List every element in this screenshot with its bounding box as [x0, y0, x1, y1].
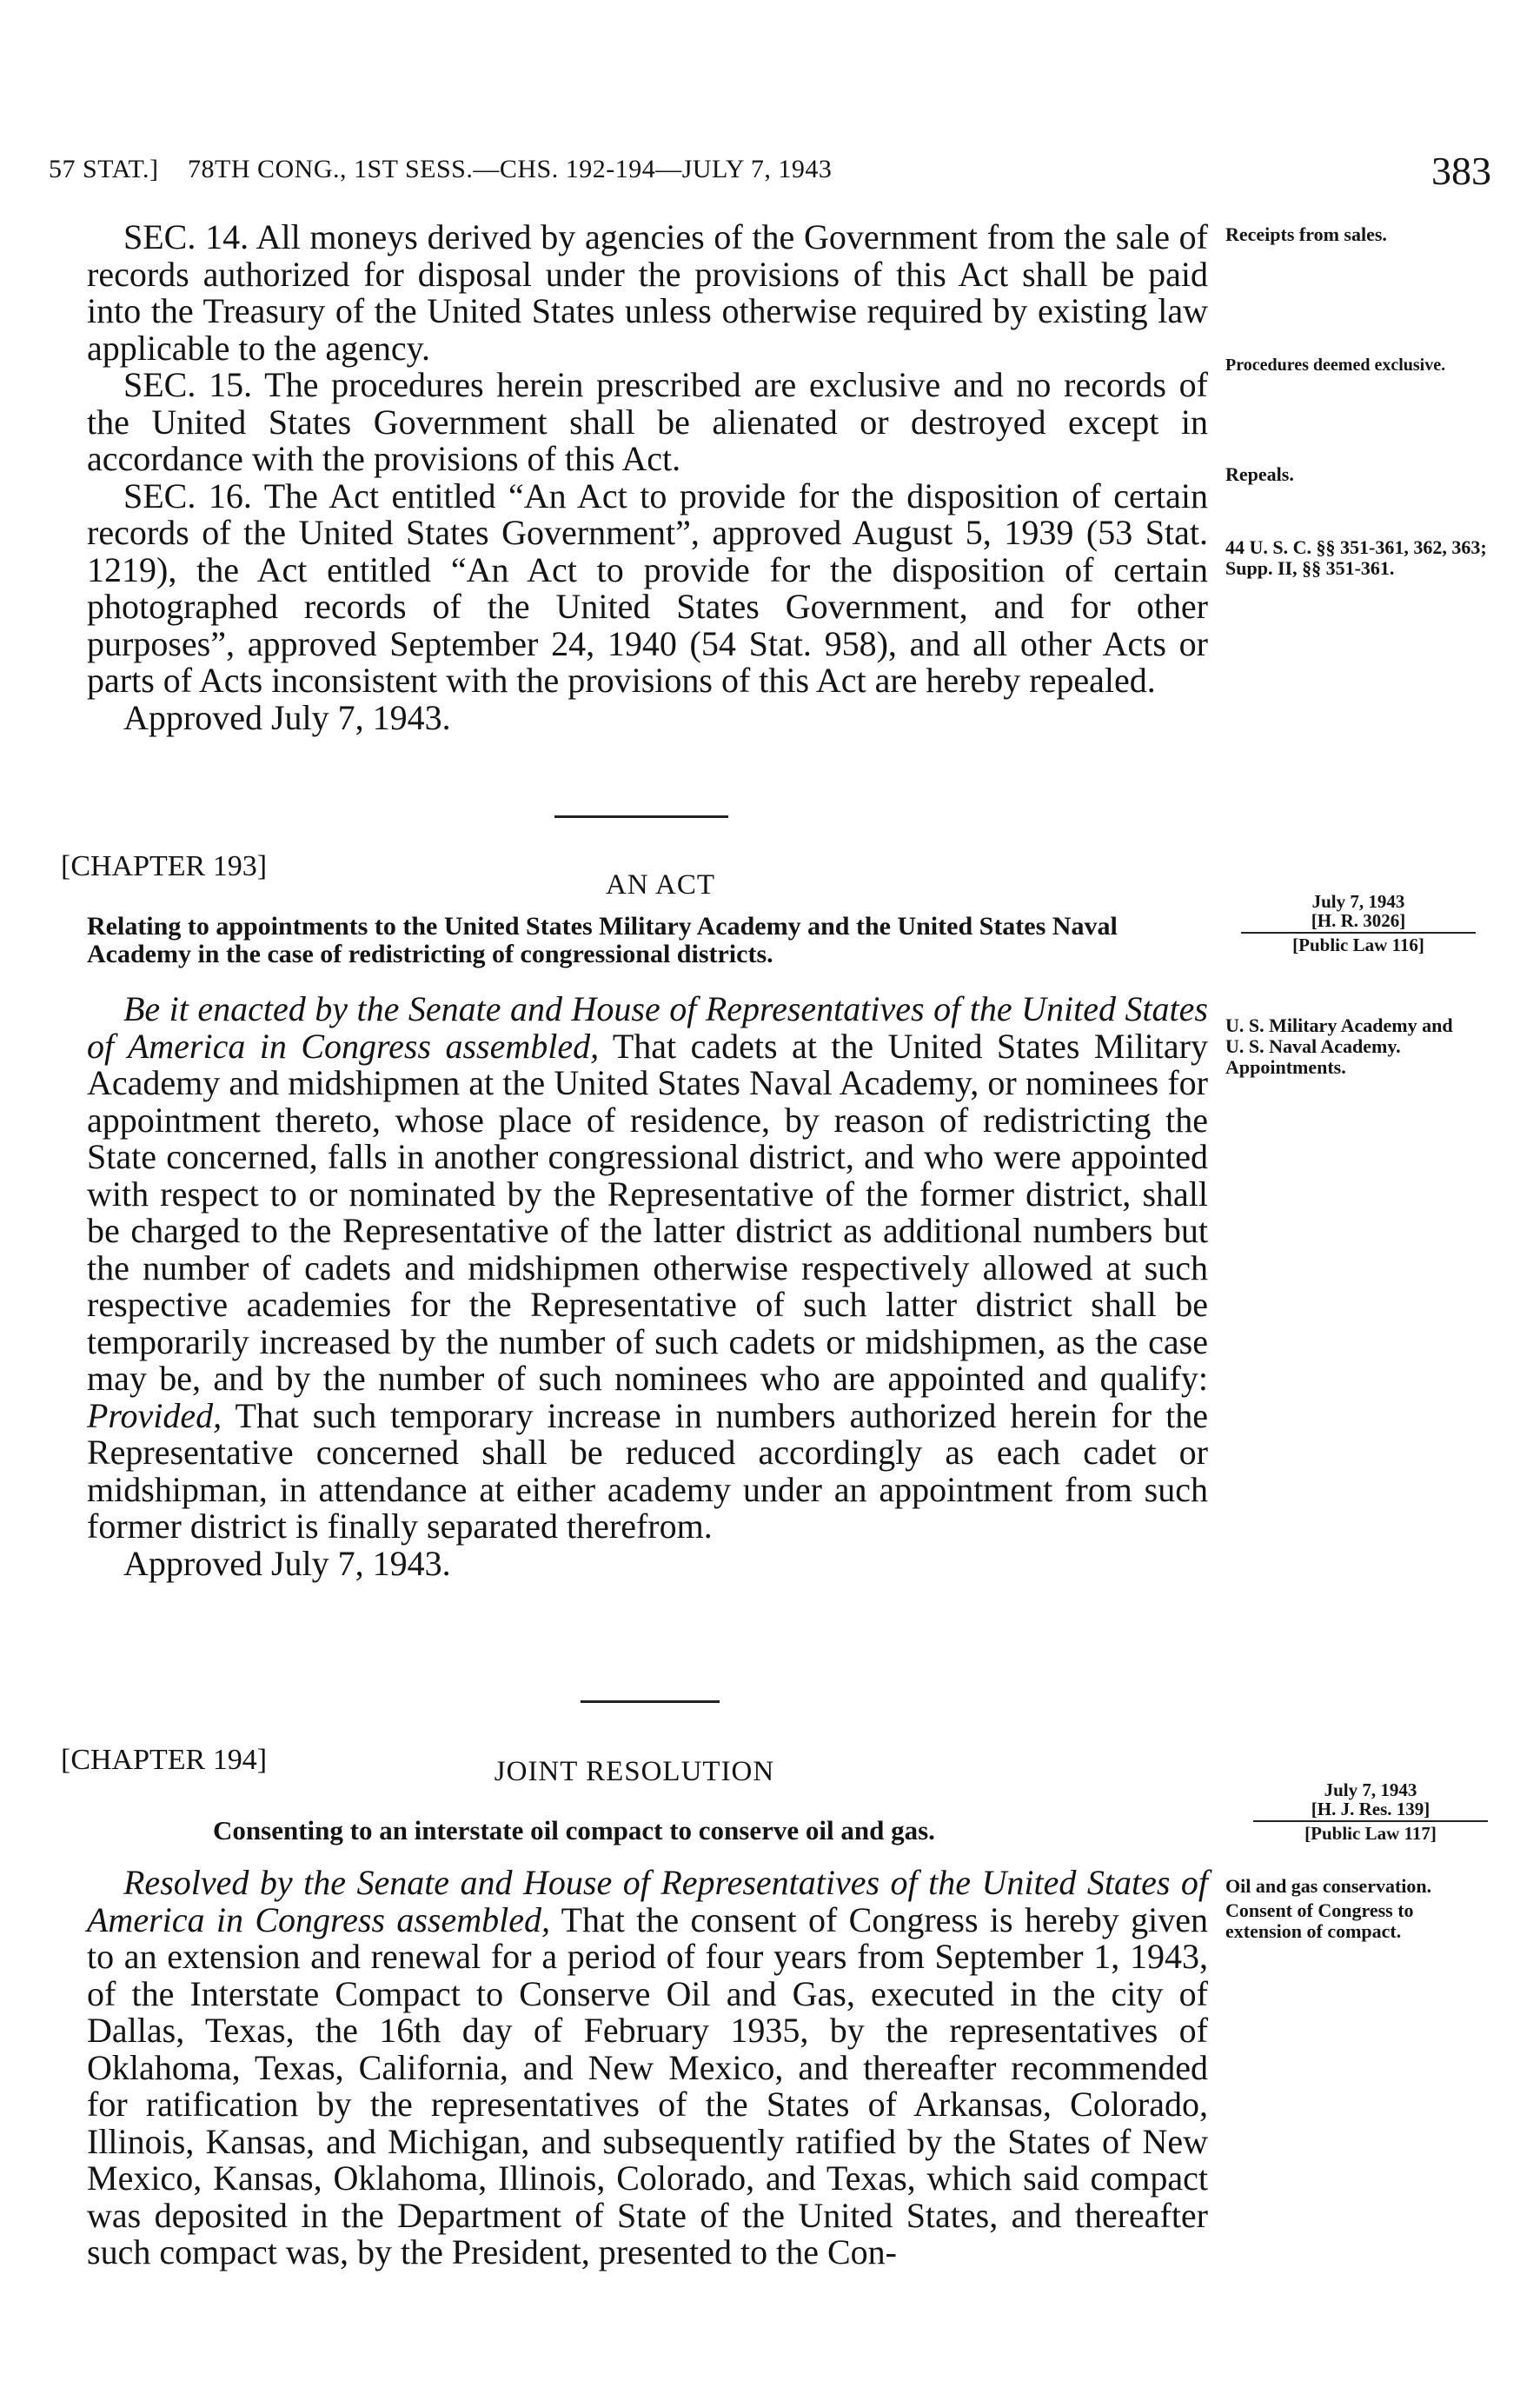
- margin-note-repeals: Repeals.: [1225, 463, 1294, 485]
- chapter-193-approval: Approved July 7, 1943.: [123, 1543, 451, 1583]
- chapter-193-bill: [H. R. 3026]: [1311, 910, 1406, 931]
- chapter-194-date: July 7, 1943: [1324, 1779, 1417, 1800]
- section-14: SEC. 14. All moneys derived by agencies of the Government from the sale of records authorized for disposal under the provisions of this Act shall be paid into the Treasury of the United States unless otherwise required by existing law applicable to the agency.: [87, 217, 1208, 368]
- section-15: SEC. 15. The procedures herein prescribed are exclusive and no records of the United States Government shall be alienated or destroyed except in accordance with the provisions of this Act.: [87, 365, 1208, 478]
- chapter-193-legislative-info: [1241, 892, 1476, 954]
- page-number: 383: [1431, 149, 1491, 193]
- chapter-193-date: July 7, 1943: [1311, 891, 1405, 912]
- margin-note-oil-gas: Oil and gas conservation.: [1225, 1875, 1432, 1897]
- act-sections: [87, 219, 1208, 736]
- chapter-193-text: [87, 991, 1208, 1582]
- chapter-193-description: Relating to appointments to the United States Military Academy and the United States Naval Academy in the case of redistricting of congressional districts.: [87, 912, 1118, 968]
- resolving-clause: Resolved by the Senate and House of Representatives of the United States of America in Congress assembled,: [87, 1863, 1208, 1939]
- chapter-194-body: That the consent of Congress is hereby given to an extension and renewal for a period of four years from September 1, 1943, of the Interstate Compact to Conserve Oil and Gas, executed in the city of Dallas, Texas, the 16th day of February 1935, by the representatives of Oklahoma, Texas, California, and New Mexico, and thereafter recommended for ratification by the representatives of the States of Arkansas, Colorado, Illinois, Kansas, and Michigan, and subsequently ratified by the States of New Mexico, Kansas, Oklahoma, Illinois, Colorado, and Texas, which said compact was deposited in the Department of State of the United States, and thereafter such compact was, by the President, presented to the Con-: [87, 1899, 1208, 2271]
- margin-note-procedures: Procedures deemed exclusive.: [1225, 356, 1446, 375]
- chapter-193-paragraph: [87, 991, 1208, 1546]
- margin-note-usc-citation: 44 U. S. C. §§ 351-361, 362, 363; Supp. II, §§ 351-361.: [1225, 536, 1487, 579]
- chapter-194-legislative-info: [1253, 1780, 1488, 1843]
- proviso: Provided,: [87, 1395, 222, 1435]
- chapter-divider: [581, 1700, 720, 1703]
- chapter-193-margin-note: U. S. Military Academy and U. S. Naval Academy. Appointments.: [1225, 1014, 1453, 1078]
- margin-note-consent: Consent of Congress to extension of compact.: [1225, 1899, 1414, 1942]
- chapter-193-type: AN ACT: [605, 869, 716, 901]
- chapter-193-body-2: That such temporary increase in numbers authorized herein for the Representative concerned shall be reduced accordingly as each cadet or midshipman, in attendance at either academy under an appointment from such former district is finally separated therefrom.: [87, 1395, 1208, 1546]
- margin-note-receipts: Receipts from sales.: [1225, 223, 1387, 245]
- chapter-194-label: [CHAPTER 194]: [61, 1744, 268, 1776]
- congress-session-line: 78TH CONG., 1ST SESS.—CHS. 192-194—JULY 7, 1943: [188, 155, 833, 183]
- chapter-194-description: Consenting to an interstate oil compact to conserve oil and gas.: [213, 1815, 935, 1846]
- chapter-194-public-law: [Public Law 117]: [1304, 1823, 1437, 1844]
- info-divider: [1241, 932, 1476, 934]
- section-16: SEC. 16. The Act entitled “An Act to provide for the disposition of certain records of the United States Government”, approved August 5, 1939 (53 Stat. 1219), the Act entitled “An Act to provide for the disposition of certain photographed records of the United States Government, and for other purposes”, approved September 24, 1940 (54 Stat. 958), and all other Acts or parts of Acts inconsistent with the provisions of this Act are hereby repealed.: [87, 476, 1208, 700]
- chapter-193-public-law: [Public Law 116]: [1292, 934, 1424, 955]
- chapter-194-paragraph: [87, 1865, 1208, 2271]
- chapter-194-bill: [H. J. Res. 139]: [1311, 1799, 1430, 1819]
- chapter-194-margin-notes: [1225, 1876, 1486, 1942]
- approval-line: Approved July 7, 1943.: [123, 697, 451, 737]
- chapter-193-label: [CHAPTER 193]: [61, 850, 268, 882]
- chapter-194-type: JOINT RESOLUTION: [494, 1756, 775, 1787]
- chapter-193-body-1: That cadets at the United States Military Academy and midshipmen at the United States Naval Academy, or nominees for appointment thereto, whose place of residence, by reason of redistricting the State concerned, falls in another congressional district, and who were appointed with respect to or nominated by the Representative of the former district, shall be charged to the Representative of the latter district as additional numbers but the number of cadets and midshipmen otherwise respectively allowed at such respective academies for the Representative of such latter district shall be temporarily increased by the number of such cadets or midshipmen, as the case may be, and by the number of such nominees who are appointed and qualify:: [87, 1026, 1208, 1398]
- statute-reference: 57 STAT.]: [49, 155, 159, 183]
- info-divider: [1253, 1820, 1488, 1822]
- enacting-clause: Be it enacted by the Senate and House of Representatives of the United States of America in Congress assembled,: [87, 989, 1208, 1066]
- section-divider: [554, 815, 728, 818]
- chapter-194-text: [87, 1865, 1208, 2271]
- running-header: [49, 148, 1491, 200]
